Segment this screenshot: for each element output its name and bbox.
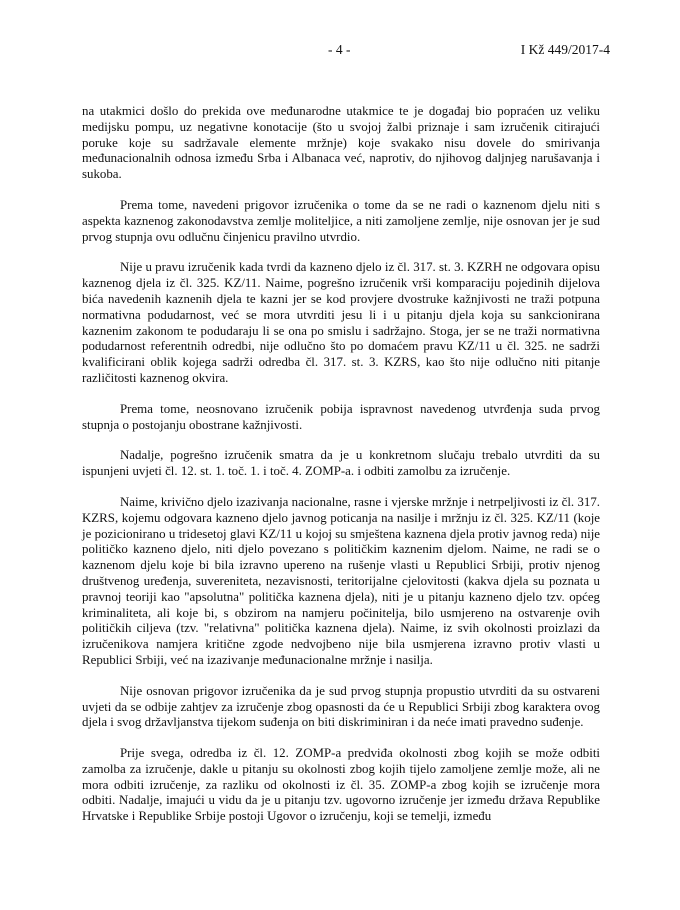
page-header: [0, 42, 680, 62]
paragraph: Prema tome, neosnovano izručenik pobija ispravnost navedenog utvrđenja suda prvog stupnja o postojanju obostrane kažnjivosti.: [82, 401, 600, 432]
paragraph: Nije osnovan prigovor izručenika da je sud prvog stupnja propustio utvrditi da su ostvareni uvjeti da se odbije zahtjev za izručenje zbog opasnosti da će u Republici Srbiji zbog karaktera ovog djela i svog državljanstva tijekom suđenja on biti diskriminiran i da neće imati pravedno suđenje.: [82, 683, 600, 730]
paragraph: Prema tome, navedeni prigovor izručenika o tome da se ne radi o kaznenom djelu niti s aspekta kaznenog zakonodavstva zemlje moliteljice, a niti zamoljene zemlje, nije osnovan jer je sud prvog stupnja ovu odlučnu činjenicu pravilno utvrdio.: [82, 197, 600, 244]
case-reference: I Kž 449/2017-4: [520, 42, 610, 57]
document-body: [82, 104, 600, 840]
paragraph: Nadalje, pogrešno izručenik smatra da je u konkretnom slučaju trebalo utvrditi da su ispunjeni uvjeti čl. 12. st. 1. toč. 1. i toč. 4. ZOMP-a. i odbiti zamolbu za izručenje.: [82, 448, 600, 479]
paragraph: Naime, krivično djelo izazivanja nacionalne, rasne i vjerske mržnje i netrpeljivosti iz čl. 317. KZRS, kojemu odgovara kazneno djelo javnog poticanja na nasilje i mržnju iz čl. 325. KZ/11 (koje je pozicionirano u tridesetoj glavi KZ/11 u kojoj su smještena kaznena djela protiv javnog reda) nije političko kazneno djelo, niti djelo povezano s političkim kaznenim djelom. Naime, ne radi se o kaznenom djelu koje bi bila izravno upereno na rušenje vlasti u Republici Srbiji, protiv njenog društvenog uređenja, suvereniteta, nezavisnosti, teritorijalne cjelovitosti (kakva djela su poznata u pravnoj teoriji kao "apsolutna" politička kaznena djela), niti je u pitanju kazneno djelo tzv. općeg kriminaliteta, ali koje bi, s obzirom na namjeru počinitelja, bilo usmjereno na ostvarenje ovih političkih ciljeva (tzv. "relativna" politička kaznena djela). Naime, iz svih okolnosti proizlazi da izručenikova namjera kritične zgode nedvojbeno nije bila usmjerena izravno protiv vlasti u Republici Srbiji, već na izazivanje međunacionalne mržnje i nasilja.: [82, 494, 600, 667]
page-number: - 4 -: [328, 42, 351, 57]
paragraph: Nije u pravu izručenik kada tvrdi da kazneno djelo iz čl. 317. st. 3. KZRH ne odgovara opisu kaznenog djela iz čl. 325. KZ/11. Naime, pogrešno izručenik vrši komparaciju pojedinih dijelova bića navedenih kaznenih djela te kazni jer se kod provjere dvostruke kažnjivosti ne traži potpuna normativna podudarnost, već se mora utvrditi jesu li i u pitanju djela koja su sankcionirana kaznenim zakonom te podudaraju li se ona po smislu i sadržajno. Stoga, jer se ne traži normativna podudarnost referentnih odredbi, nije odlučno što po domaćem pravu KZ/11 u čl. 325. ne sadrži kvalificirani oblik kojega sadrži odredba čl. 317. st. 3. KZRS, kao što nije odlučno niti pitanje različitosti kaznenog okvira.: [82, 260, 600, 385]
paragraph-continuation: na utakmici došlo do prekida ove međunarodne utakmice te je događaj bio popraćen uz veliku medijsku pompu, uz negativne konotacije (što u svojoj žalbi priznaje i sam izručenik citirajući poruke koje su sadržavale elemente mržnje) koje svakako nisu dovele do smirivanja međunacionalnih odnosa između Srba i Albanaca već, naprotiv, do njihovog daljnjeg narušavanja i sukoba.: [82, 104, 600, 182]
paragraph: Prije svega, odredba iz čl. 12. ZOMP-a predviđa okolnosti zbog kojih se može odbiti zamolba za izručenje, dakle u pitanju su okolnosti zbog kojih tijelo zamoljene zemlje može, ali ne mora odbiti izručenje, za razliku od okolnosti iz čl. 35. ZOMP-a zbog kojih se izručenje mora odbiti. Nadalje, imajući u vidu da je u pitanju tzv. ugovorno izručenje jer između država Republike Hrvatske i Republike Srbije postoji Ugovor o izručenju, koji se temelji, između: [82, 746, 600, 824]
